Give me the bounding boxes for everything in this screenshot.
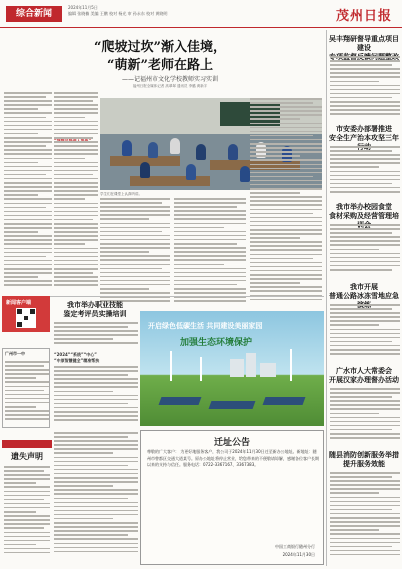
header-date: 2024年11月5日 bbox=[68, 5, 98, 10]
right-h5-line1: 广水市人大常委会 bbox=[336, 366, 392, 375]
right-h3-line2: 食材采购及经营管理培 bbox=[329, 211, 399, 220]
lead-body-col3 bbox=[100, 198, 170, 306]
newspaper-brand: 茂州日报 bbox=[335, 9, 392, 24]
left-info-box bbox=[2, 348, 50, 428]
left-lower-body-3 bbox=[54, 432, 138, 564]
lost-notice-title: 遗失声明 bbox=[11, 451, 43, 461]
header-editors: 编辑 张晓楠 美编 王鹏 校对 杨光 审 孙永东 校对 黄晓明 bbox=[68, 11, 168, 16]
right-body-6 bbox=[330, 472, 400, 566]
section-rule bbox=[2, 296, 324, 297]
small-tag: 广州市一中 bbox=[5, 351, 25, 356]
lead-body-col1 bbox=[4, 92, 52, 288]
small-title-1: “2024”“系统”“中心” bbox=[54, 352, 97, 357]
relocation-notice bbox=[140, 430, 324, 565]
section-tab: 综合新闻 bbox=[6, 6, 62, 22]
notice-signature: 中国工商银行随州分行 bbox=[275, 544, 315, 549]
left-headline-1 bbox=[52, 300, 138, 318]
right-h4-line1: 我市开展 bbox=[350, 282, 378, 291]
banner-title: 开启绿色低碳生活 共同建设美丽家园 bbox=[148, 321, 263, 330]
ad-title: 新闻客户端 bbox=[6, 300, 32, 306]
qr-code-icon bbox=[16, 308, 36, 328]
right-headline-5 bbox=[328, 366, 400, 384]
photo-caption: 学生们在课堂上认真听讲。 bbox=[100, 192, 142, 196]
right-headline-6 bbox=[328, 450, 400, 468]
banner-subtitle: 加强生态环境保护 bbox=[180, 338, 253, 348]
lead-title-line2: “萌新”老师在路上 bbox=[107, 58, 213, 73]
lead-title-line1: “爬坡过坎”渐入佳境， bbox=[94, 40, 226, 55]
left-h1-line1: 我市举办职业技能 bbox=[67, 300, 123, 309]
lead-byline: 福州日报全媒体记者 高翠翠 通讯员 李璐 黄新宇 bbox=[132, 84, 208, 88]
right-h6-line1: 随县消防创新服务举措 bbox=[329, 450, 399, 459]
right-h3-line1: 我市举办校园食堂 bbox=[336, 202, 392, 211]
page-header bbox=[0, 0, 402, 28]
notice-title: 迁址公告 bbox=[213, 438, 250, 448]
left-lower-body-1 bbox=[54, 322, 138, 348]
right-body-5 bbox=[330, 388, 400, 446]
right-body-1 bbox=[330, 56, 400, 120]
left-lower-body-2 bbox=[54, 366, 138, 428]
right-body-3 bbox=[330, 224, 400, 278]
header-meta bbox=[68, 5, 167, 17]
lost-notice-body bbox=[4, 466, 50, 564]
notice-bar bbox=[2, 440, 52, 448]
column-rule bbox=[326, 30, 327, 566]
right-h4-line2: 普通公路冰冻雪地应急 bbox=[329, 291, 399, 300]
right-body-4 bbox=[330, 304, 400, 362]
left-h1-line2: 鉴定考评员实操培训 bbox=[63, 309, 127, 318]
right-body-2 bbox=[330, 146, 400, 200]
eco-banner bbox=[140, 311, 324, 426]
right-h1-line1: 吴丰翔研督导重点项目建设 bbox=[329, 34, 399, 52]
app-qr-ad bbox=[2, 296, 50, 332]
lead-body-col5 bbox=[250, 98, 322, 306]
right-h5-line2: 开展汉家办理督办活动 bbox=[329, 375, 399, 384]
right-h2-line2: 安全生产治本攻坚三年 bbox=[329, 133, 399, 142]
notice-body: 尊敬的广大客户： 为更好地服务客户，我公司于2024年11月30日迁至新办公地址。新地址：随州市曾都区交通大道某号。原办公地址将停止营业，给您带来的不便敬请谅解，感谢各位客户长期以来的支持与信任。服务电话：0722-3367167、3367383。 bbox=[147, 449, 319, 467]
lead-body-col2 bbox=[54, 92, 98, 288]
lead-subtitle: ——记福州市文化学校教师实习实训 bbox=[121, 76, 218, 83]
notice-date: 2024年11月30日 bbox=[282, 552, 315, 557]
right-h6-line2: 提升服务效能 bbox=[343, 459, 385, 468]
small-title-2: “中原智慧健全”精准帮扶 bbox=[54, 358, 100, 363]
right-h2-line1: 市安委办部署推进 bbox=[336, 124, 392, 133]
lead-body-col4 bbox=[174, 198, 246, 306]
